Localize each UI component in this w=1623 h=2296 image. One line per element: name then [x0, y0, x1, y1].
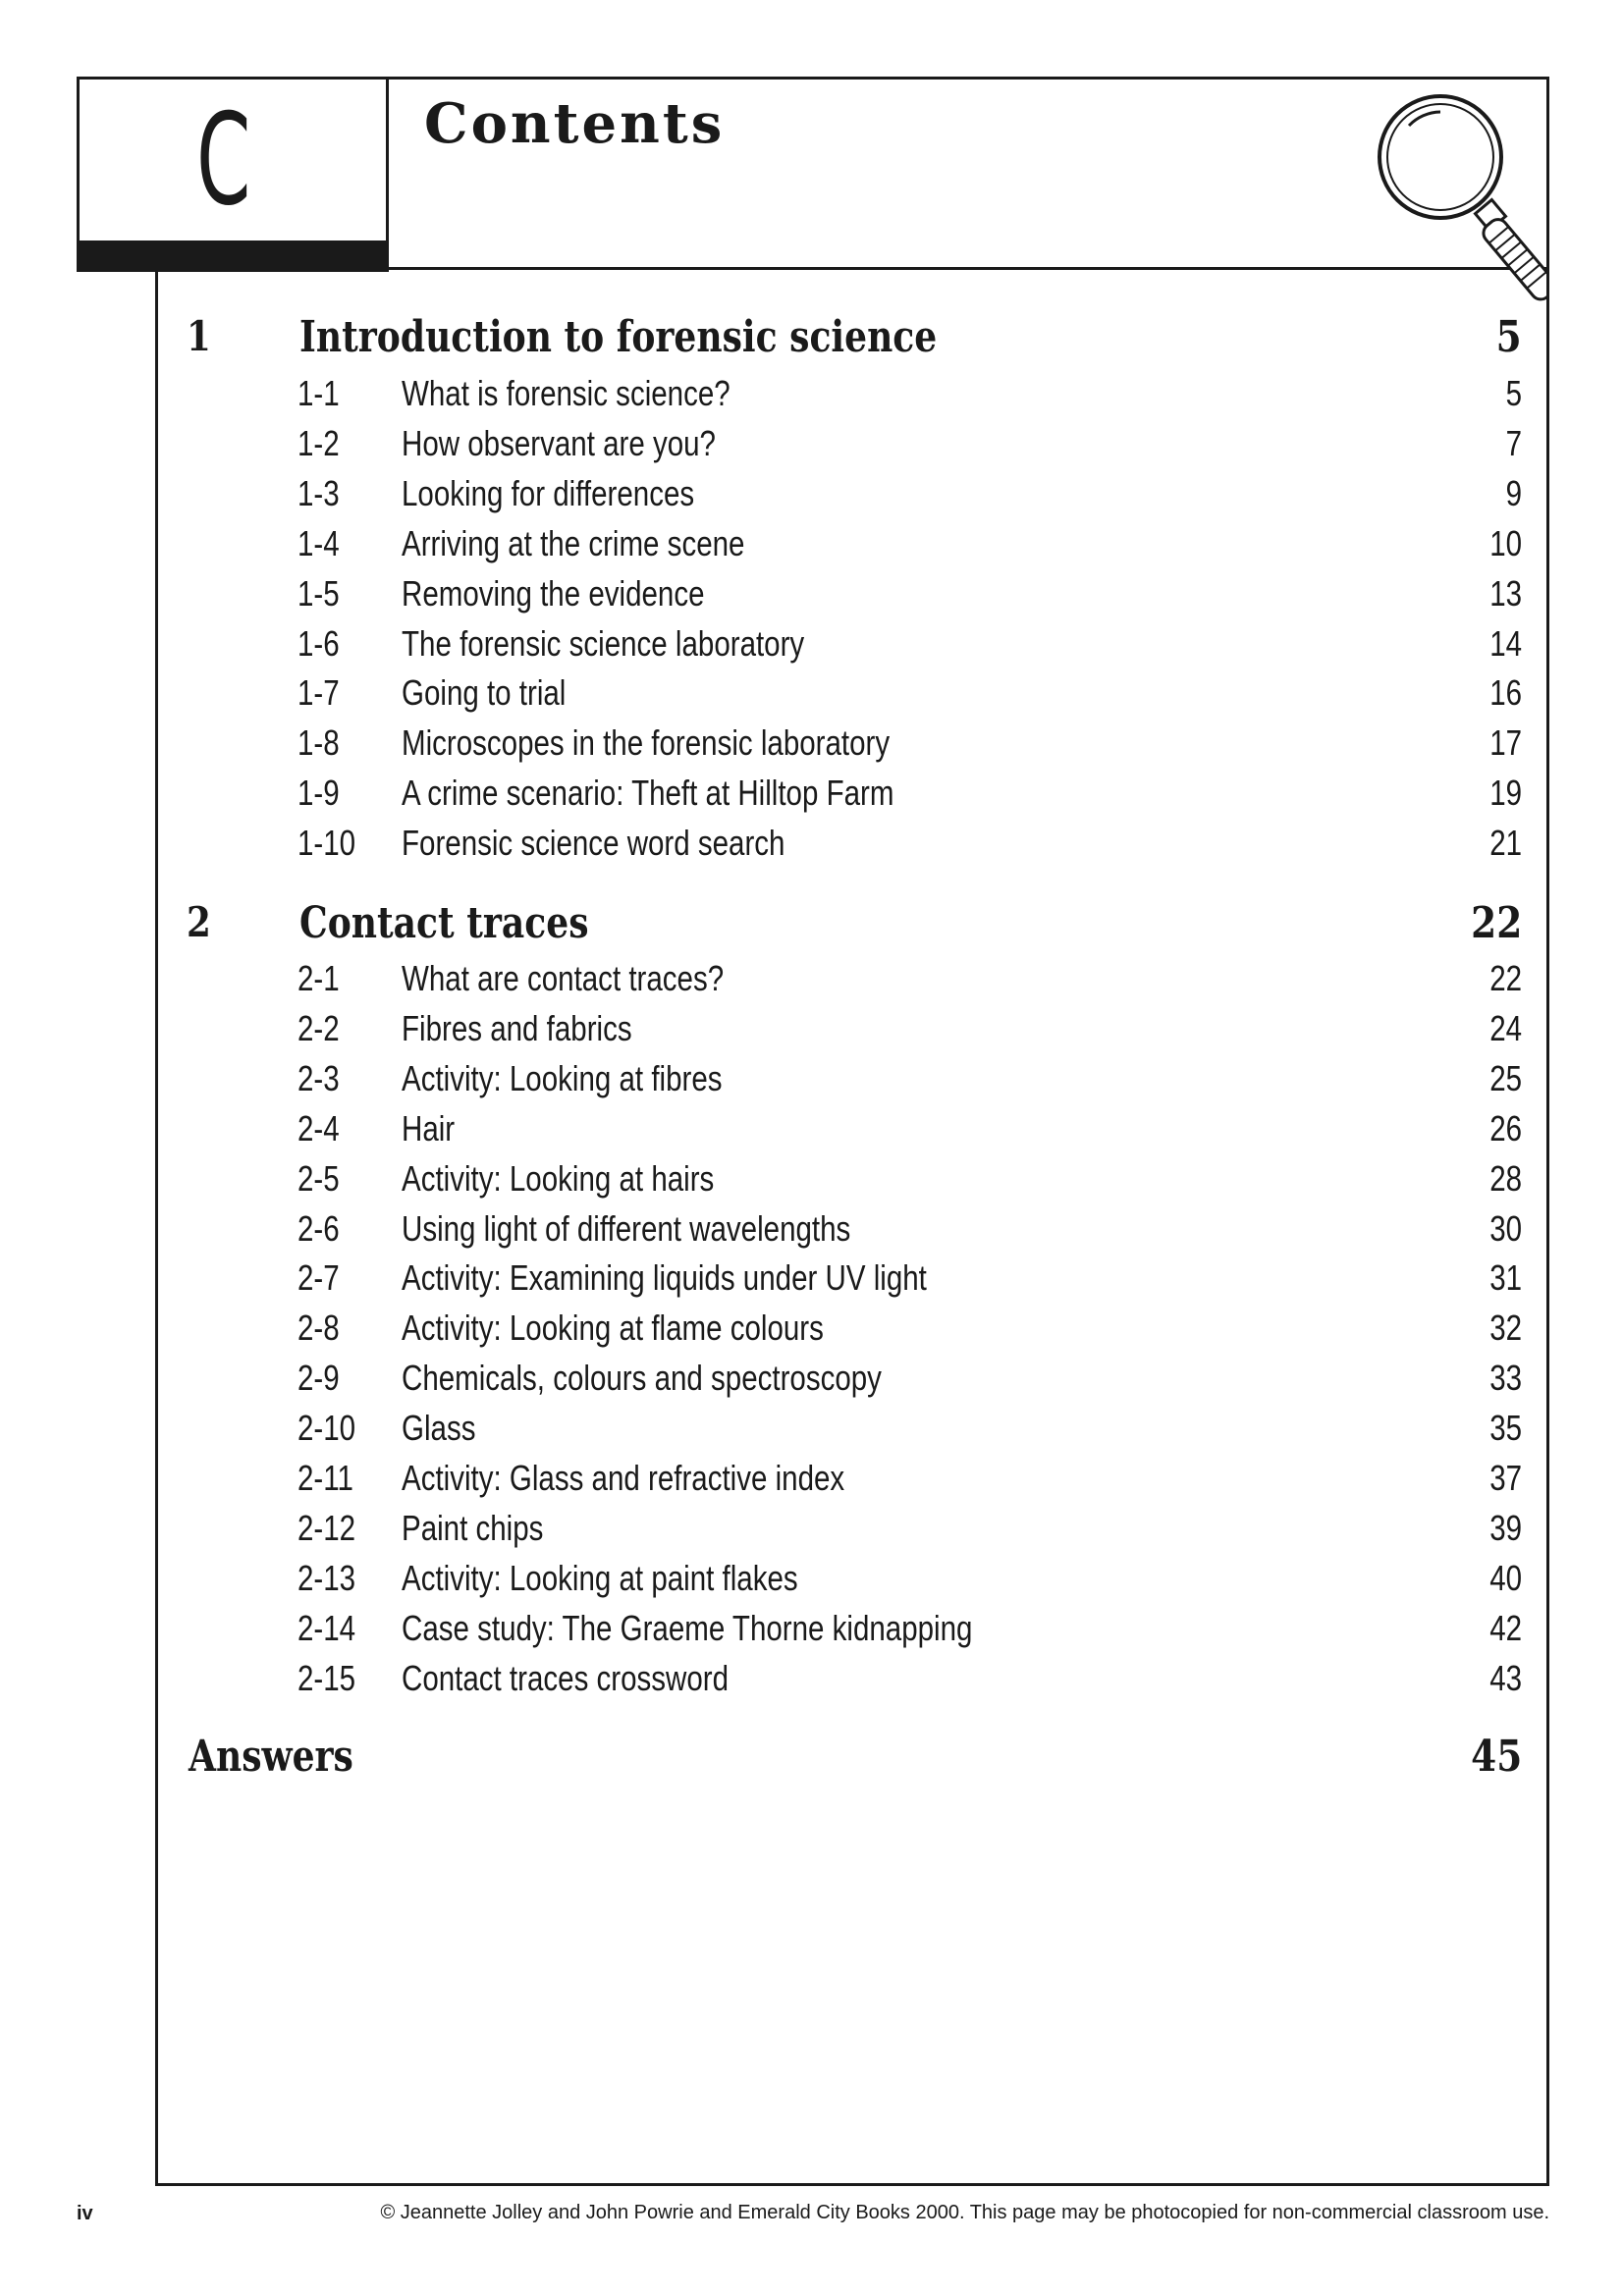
entry-title: Arriving at the crime scene — [402, 522, 745, 563]
toc-entry[interactable] — [298, 823, 1522, 866]
chapter-letter-bar — [77, 240, 389, 272]
entry-num: 2-1 — [298, 958, 340, 998]
entry-page: 37 — [1489, 1458, 1522, 1498]
toc-entry[interactable] — [298, 1458, 1522, 1501]
entry-num: 2-12 — [298, 1507, 356, 1548]
entry-page: 5 — [1505, 373, 1522, 413]
entry-page: 13 — [1489, 572, 1522, 614]
entry-page: 14 — [1489, 622, 1522, 664]
entry-title: Case study: The Graeme Thorne kidnapping — [402, 1607, 973, 1648]
entry-page: 17 — [1489, 722, 1522, 764]
toc-entry[interactable] — [298, 573, 1522, 616]
entry-num: 2-14 — [298, 1607, 356, 1648]
toc-entry[interactable] — [298, 523, 1522, 566]
chapter-num: 2 — [187, 898, 211, 946]
entry-page: 30 — [1489, 1207, 1522, 1249]
entry-page: 40 — [1489, 1557, 1522, 1598]
toc-entry[interactable] — [298, 473, 1522, 516]
entry-page: 22 — [1489, 958, 1522, 998]
footer-copyright: © Jeannette Jolley and John Powrie and Emerald City Books 2000. This page may be photocopied for non-commercial classroom use. — [380, 2202, 1549, 2223]
entry-num: 1-7 — [298, 672, 340, 714]
entry-title: Hair — [402, 1107, 456, 1148]
entry-title: What are contact traces? — [402, 958, 725, 998]
chapter-title: Introduction to forensic science — [299, 312, 938, 362]
entry-num: 2-5 — [298, 1157, 340, 1199]
entry-num: 2-9 — [298, 1358, 340, 1399]
entry-num: 1-10 — [298, 823, 356, 864]
entry-title: Activity: Looking at hairs — [402, 1157, 715, 1199]
toc-entry[interactable] — [298, 958, 1522, 1001]
entry-title: Forensic science word search — [402, 823, 785, 864]
entry-num: 1-3 — [298, 472, 340, 513]
entry-title: Paint chips — [402, 1507, 544, 1548]
entry-page: 39 — [1489, 1507, 1522, 1548]
entry-num: 2-4 — [298, 1107, 340, 1148]
chapter-page: 5 — [1495, 312, 1522, 362]
entry-title: Activity: Glass and refractive index — [402, 1458, 845, 1498]
entry-page: 33 — [1489, 1358, 1522, 1399]
entry-num: 2-10 — [298, 1408, 356, 1449]
toc-entry[interactable] — [298, 1158, 1522, 1201]
toc-entry[interactable] — [298, 672, 1522, 716]
entry-num: 1-4 — [298, 522, 340, 563]
chapter-num: 1 — [187, 312, 211, 360]
toc-entry[interactable] — [298, 1358, 1522, 1401]
entry-title: Activity: Examining liquids under UV light — [402, 1257, 927, 1299]
entry-title: What is forensic science? — [402, 373, 730, 413]
chapter-title: Contact traces — [299, 898, 589, 948]
entry-page: 42 — [1489, 1607, 1522, 1648]
entry-page: 32 — [1489, 1308, 1522, 1349]
entry-title: Removing the evidence — [402, 572, 705, 614]
answers-page: 45 — [1470, 1732, 1522, 1782]
chapter-heading[interactable] — [187, 898, 1522, 957]
entry-title: A crime scenario: Theft at Hilltop Farm — [402, 773, 894, 814]
entry-num: 1-8 — [298, 722, 340, 764]
toc-entry[interactable] — [298, 1308, 1522, 1351]
toc-entry[interactable] — [298, 1408, 1522, 1451]
toc-entry[interactable] — [298, 722, 1522, 766]
toc-entry[interactable] — [298, 773, 1522, 816]
toc-entry[interactable] — [298, 623, 1522, 667]
toc-entry[interactable] — [298, 1608, 1522, 1651]
entry-title: Fibres and fabrics — [402, 1007, 632, 1048]
entry-title: Chemicals, colours and spectroscopy — [402, 1358, 882, 1399]
entry-num: 2-7 — [298, 1257, 340, 1299]
entry-page: 43 — [1489, 1657, 1522, 1698]
entry-page: 25 — [1489, 1057, 1522, 1098]
chapter-heading[interactable] — [187, 312, 1522, 371]
toc-entry[interactable] — [298, 1108, 1522, 1151]
entry-title: How observant are you? — [402, 422, 716, 463]
toc-entry[interactable] — [298, 373, 1522, 416]
entry-title: Microscopes in the forensic laboratory — [402, 722, 891, 764]
toc-entry[interactable] — [298, 1558, 1522, 1601]
entry-title: Glass — [402, 1408, 476, 1449]
entry-num: 2-3 — [298, 1057, 340, 1098]
entry-title: The forensic science laboratory — [402, 622, 805, 664]
entry-num: 2-15 — [298, 1657, 356, 1698]
entry-page: 21 — [1489, 823, 1522, 864]
entry-num: 2-11 — [298, 1458, 353, 1498]
entry-num: 2-13 — [298, 1557, 356, 1598]
toc-entry[interactable] — [298, 1658, 1522, 1701]
entry-num: 1-9 — [298, 773, 340, 814]
entry-num: 2-8 — [298, 1308, 340, 1349]
entry-page: 7 — [1505, 422, 1522, 463]
toc-entry[interactable] — [298, 1257, 1522, 1301]
entry-page: 31 — [1489, 1257, 1522, 1299]
entry-num: 1-1 — [298, 373, 340, 413]
entry-num: 1-5 — [298, 572, 340, 614]
entry-num: 1-2 — [298, 422, 340, 463]
toc-entry[interactable] — [298, 423, 1522, 466]
chapter-letter: C — [196, 87, 251, 234]
toc-entry[interactable] — [298, 1508, 1522, 1551]
answers-title: Answers — [189, 1732, 353, 1782]
page-title: Contents — [424, 91, 726, 156]
toc-entry[interactable] — [298, 1058, 1522, 1101]
entry-page: 9 — [1505, 472, 1522, 513]
entry-title: Activity: Looking at paint flakes — [402, 1557, 798, 1598]
answers-entry[interactable] — [189, 1732, 1522, 1790]
entry-page: 35 — [1489, 1408, 1522, 1449]
magnifying-glass-icon — [1370, 86, 1546, 322]
entry-page: 16 — [1489, 672, 1522, 714]
entry-page: 26 — [1489, 1107, 1522, 1148]
entry-page: 19 — [1489, 773, 1522, 814]
entry-title: Using light of different wavelengths — [402, 1207, 851, 1249]
entry-title: Going to trial — [402, 672, 567, 714]
entry-num: 2-2 — [298, 1007, 340, 1048]
entry-num: 1-6 — [298, 622, 340, 664]
entry-num: 2-6 — [298, 1207, 340, 1249]
entry-title: Looking for differences — [402, 472, 695, 513]
entry-page: 24 — [1489, 1007, 1522, 1048]
footer-page-number: iv — [77, 2203, 93, 2224]
toc-entry[interactable] — [298, 1008, 1522, 1051]
entry-page: 28 — [1489, 1157, 1522, 1199]
entry-title: Activity: Looking at fibres — [402, 1057, 723, 1098]
entry-title: Contact traces crossword — [402, 1657, 730, 1698]
chapter-page: 22 — [1470, 898, 1522, 948]
entry-page: 10 — [1489, 522, 1522, 563]
entry-title: Activity: Looking at flame colours — [402, 1308, 824, 1349]
toc-entry[interactable] — [298, 1208, 1522, 1252]
